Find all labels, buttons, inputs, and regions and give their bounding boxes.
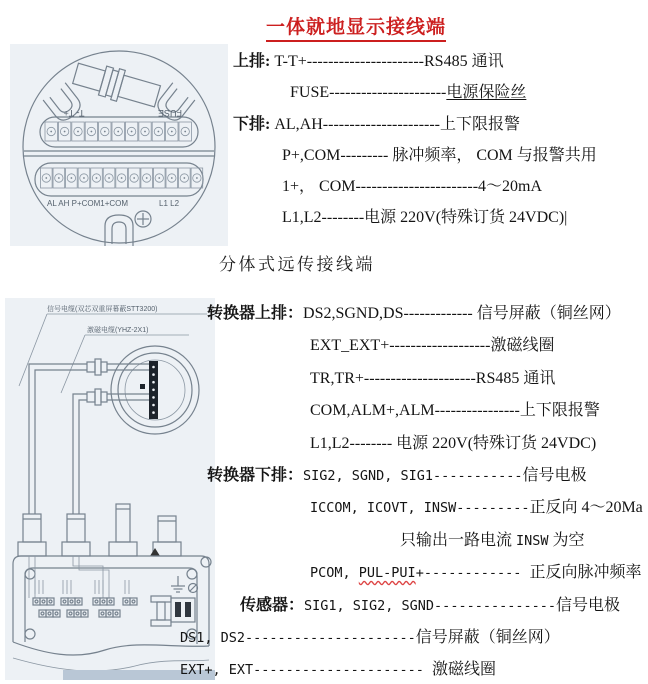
wiring-spec-line — [310, 428, 648, 460]
row-label: 上排: — [233, 53, 271, 70]
row-text: P+,COM--------- 脉冲频率， COM 与报警共用 — [282, 146, 597, 164]
section-subtitle: 分体式远传接线端 — [219, 255, 375, 274]
row-text: 信号屏蔽（铜丝网） — [415, 629, 560, 647]
row-text: 1+， COM-----------------------4～20mA — [282, 178, 543, 196]
wiring-spec-line — [310, 330, 648, 362]
lower-strip-label-power: L1 L2 — [159, 199, 180, 208]
row-text: 信号电极 — [522, 467, 587, 485]
scan-background — [10, 44, 228, 246]
integrated-terminal-diagram — [10, 44, 228, 251]
row-text: L1,L2--------电源 220V(特殊订货 24VDC)| — [282, 209, 568, 227]
wiring-spec-line — [290, 77, 648, 108]
row-text: T-T+----------------------RS485 通讯 — [270, 53, 504, 70]
integrated-wiring-spec — [233, 46, 648, 234]
wiring-spec-line — [240, 590, 648, 622]
terminal-ids-misspelled: PUL-PUI — [358, 565, 416, 582]
wiring-spec-line — [282, 171, 648, 202]
sensor-dot — [140, 384, 145, 389]
terminal-ids: SIG1, SIG2, SGND--------------- — [304, 597, 556, 614]
row-text: 只输出一路电流 — [400, 531, 517, 549]
row-label: 下排: — [233, 115, 271, 133]
row-label: 转换器下排： — [207, 467, 304, 485]
wiring-spec-line — [207, 298, 648, 330]
wiring-spec-line — [180, 654, 648, 684]
terminal-ids: DS1, DS2--------------------- — [180, 630, 416, 647]
upper-strip-label-fuse: FUSE — [157, 108, 183, 118]
row-label: 传感器： — [240, 596, 305, 614]
lower-strip-label: AL AH P+COM1+COM — [47, 199, 129, 208]
split-wiring-spec — [180, 298, 648, 684]
terminal-ids: SIG2, SGND, SIG1----------- — [303, 468, 523, 485]
row-text: 信号电极 — [555, 596, 620, 614]
wiring-spec-line — [310, 363, 648, 395]
upper-strip-label-left: T- T+ — [63, 108, 85, 118]
screw-icon — [135, 211, 151, 227]
row-text: FUSE---------------------- — [290, 84, 447, 102]
row-text: L1,L2-------- 电源 220V(特殊订货 24VDC) — [310, 434, 597, 452]
wiring-spec-line — [207, 460, 648, 492]
wiring-spec-line — [233, 109, 648, 140]
row-text: TR,TR+---------------------RS485 通讯 — [310, 369, 556, 387]
row-text: 正反向 4～20Ma — [529, 499, 643, 517]
row-text: AL,AH----------------------上下限报警 — [270, 115, 521, 133]
terminal-ids: ICCOM, ICOVT, INSW--------- — [310, 500, 530, 517]
wiring-spec-line — [180, 622, 648, 654]
row-label: 转换器上排： — [207, 305, 304, 322]
wiring-spec-line — [310, 557, 648, 589]
terminal-ids: INSW — [516, 532, 549, 549]
row-text: COM,ALM+,ALM----------------上下限报警 — [310, 402, 600, 420]
terminal-ids: +------------ — [415, 565, 530, 582]
row-text: EXT_EXT+-------------------激磁线圈 — [310, 337, 555, 355]
wiring-spec-line — [310, 395, 648, 427]
excitation-cable-label: 激磁电缆(YHZ-2X1) — [87, 327, 149, 334]
terminal-ids: PCOM, — [310, 565, 359, 582]
wiring-spec-line — [400, 525, 648, 557]
page-title: 一体就地显示接线端 — [266, 12, 446, 42]
description-underlined: 电源保险丝 — [446, 84, 527, 102]
row-text: DS2,SGND,DS------------- 信号屏蔽（铜丝网） — [303, 305, 621, 322]
terminal-housing-drawing — [10, 44, 228, 246]
row-text: 正反向脉冲频率 — [529, 564, 642, 582]
wiring-spec-line — [233, 46, 648, 77]
row-text: 激磁线圈 — [431, 661, 496, 679]
wiring-spec-line — [282, 202, 648, 233]
wiring-spec-line — [282, 140, 648, 171]
wiring-spec-line — [310, 492, 648, 524]
terminal-ids: EXT+, EXT--------------------- — [180, 662, 432, 679]
signal-cable-label: 信号电缆(双芯双重屏幕蔽STT3200) — [47, 306, 158, 313]
row-text: 为空 — [548, 531, 585, 549]
